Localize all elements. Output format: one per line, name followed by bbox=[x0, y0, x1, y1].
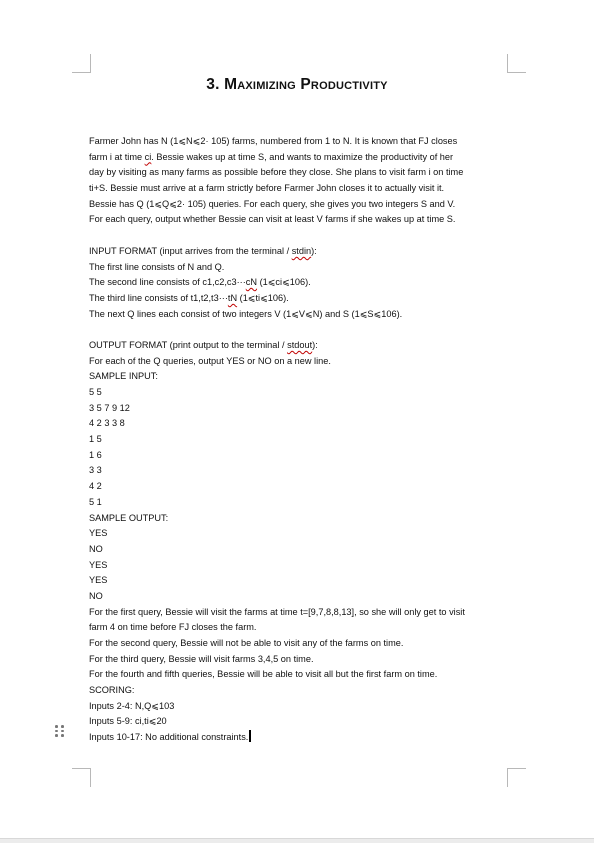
text-line: NO bbox=[89, 543, 103, 554]
text-line: Inputs 2-4: N,Q⩽103 bbox=[89, 700, 175, 711]
text-line: INPUT FORMAT (input arrives from the terminal / stdin): bbox=[89, 245, 317, 256]
blank-line bbox=[89, 228, 519, 244]
margin-corner-bottom-left bbox=[72, 768, 91, 787]
text-line: The first line consists of N and Q. bbox=[89, 261, 225, 272]
title-number: 3. bbox=[206, 76, 220, 93]
text-line: The third line consists of t1,t2,t3···tN (1⩽ti⩽106). bbox=[89, 292, 289, 303]
spelling-flag[interactable]: ci bbox=[144, 151, 152, 162]
text-line: 5 1 bbox=[89, 496, 102, 507]
text-cursor bbox=[249, 730, 251, 742]
text-line: For each query, output whether Bessie can visit at least V farms if she wakes up at time S. bbox=[89, 214, 456, 225]
text-line: day by visiting as many farms as possible before they close. She plans to visit farm i on time bbox=[89, 167, 464, 178]
text-line: 3 3 bbox=[89, 465, 102, 476]
text-line: 5 5 bbox=[89, 387, 102, 397]
document-body[interactable] bbox=[89, 134, 519, 746]
text-line: For the fourth and fifth queries, Bessie will be able to visit all but the first farm on time. bbox=[89, 669, 438, 680]
blank-line bbox=[89, 322, 519, 338]
text-line: For the third query, Bessie will visit farms 3,4,5 on time. bbox=[89, 653, 314, 664]
text-line: 3 5 7 9 12 bbox=[89, 402, 130, 413]
text-line: farm 4 on time before FJ closes the farm. bbox=[89, 622, 257, 633]
text-line: 4 2 bbox=[89, 481, 102, 492]
text-line: 4 2 3 3 8 bbox=[89, 418, 125, 429]
spelling-flag[interactable]: stdout bbox=[287, 339, 313, 350]
spelling-flag[interactable]: cN bbox=[245, 277, 258, 288]
text-line: SAMPLE OUTPUT: bbox=[89, 512, 169, 523]
text-line: ti+S. Bessie must arrive at a farm strictly before Farmer John closes it to actually visit it. bbox=[89, 183, 445, 194]
spelling-flag[interactable]: tN bbox=[227, 292, 238, 303]
text-line: The next Q lines each consist of two integers V (1⩽V⩽N) and S (1⩽S⩽106). bbox=[89, 308, 403, 319]
text-line: YES bbox=[89, 559, 108, 570]
page-bottom-edge bbox=[0, 838, 594, 843]
text-line: NO bbox=[89, 590, 103, 601]
text-line: Farmer John has N (1⩽N⩽2· 105) farms, numbered from 1 to N. It is known that FJ closes bbox=[89, 136, 458, 146]
text-line: Inputs 5-9: ci,ti⩽20 bbox=[89, 716, 167, 727]
title-text: Maximizing Productivity bbox=[224, 76, 388, 93]
margin-corner-bottom-right bbox=[507, 768, 526, 787]
text-line: SAMPLE INPUT: bbox=[89, 371, 158, 382]
drag-handle-icon[interactable] bbox=[55, 725, 65, 741]
text-line: OUTPUT FORMAT (print output to the terminal / stdout): bbox=[89, 339, 318, 350]
margin-corner-top-left bbox=[72, 54, 91, 73]
text-line: 1 6 bbox=[89, 449, 102, 460]
text-line: The second line consists of c1,c2,c3···cN (1⩽ci⩽106). bbox=[89, 277, 311, 288]
text-line: For each of the Q queries, output YES or NO on a new line. bbox=[89, 355, 331, 366]
document-title bbox=[0, 76, 594, 94]
text-line: farm i at time ci. Bessie wakes up at time S, and wants to maximize the productivity of her bbox=[89, 151, 454, 162]
text-line: YES bbox=[89, 575, 108, 586]
text-line: YES bbox=[89, 528, 108, 539]
margin-corner-top-right bbox=[507, 54, 526, 73]
spelling-flag[interactable]: stdin bbox=[291, 245, 312, 256]
text-line: For the second query, Bessie will not be able to visit any of the farms on time. bbox=[89, 638, 404, 648]
text-line: Inputs 10-17: No additional constraints. bbox=[89, 730, 519, 746]
text-line: For the first query, Bessie will visit the farms at time t=[9,7,8,8,13], so she will only get to visit bbox=[89, 606, 465, 617]
text-line: Bessie has Q (1⩽Q⩽2· 105) queries. For each query, she gives you two integers S and V. bbox=[89, 198, 456, 209]
text-line: 1 5 bbox=[89, 434, 102, 445]
text-line: SCORING: bbox=[89, 685, 135, 696]
